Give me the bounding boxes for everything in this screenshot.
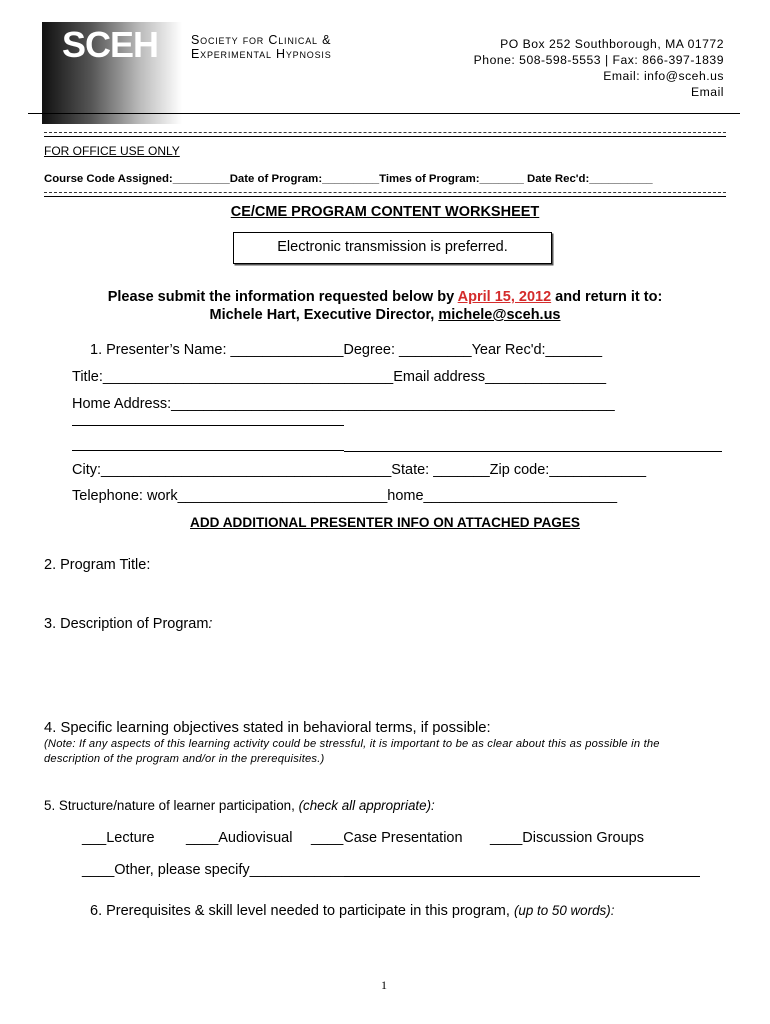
page-number: 1 [381, 978, 387, 992]
prerequisites-text: 6. Prerequisites & skill level needed to participate in this program, [90, 903, 514, 919]
program-title-label: 2. Program Title: [44, 557, 151, 573]
option-other[interactable]: ____Other, please specify_____________ [82, 862, 355, 878]
objectives-note-line1: (Note: If any aspects of this learning activity could be stressful, it is important to be as clear about this as possible in the [44, 738, 660, 750]
address: PO Box 252 Southborough, MA 01772 [500, 37, 724, 51]
home-address-row[interactable]: Home Address:_______________________________________________________ [72, 396, 615, 412]
description-text: 3. Description of Program [44, 616, 209, 632]
email-line: Email: info@sceh.us [603, 69, 724, 83]
logo-text: SCEH [62, 24, 159, 65]
address-line-2[interactable] [72, 425, 344, 426]
participation-hint: (check all appropriate): [298, 798, 435, 813]
option-case-presentation[interactable]: ____Case Presentation [311, 830, 463, 846]
objectives-note-line2: description of the program and/or in the prerequisites.) [44, 753, 325, 765]
prerequisites-label [90, 903, 614, 919]
add-presenter-note: ADD ADDITIONAL PRESENTER INFO ON ATTACHED PAGES [190, 515, 580, 530]
instructions-line2 [0, 307, 770, 323]
telephone-row[interactable]: Telephone: work__________________________home________________________ [72, 488, 618, 504]
description-label [44, 616, 212, 632]
other-specify-line[interactable] [344, 876, 700, 877]
email-label: Email [691, 85, 724, 99]
office-bottom-divider [44, 192, 726, 197]
notice-text: Electronic transmission is preferred. [277, 239, 508, 255]
contact-person: Michele Hart, Executive Director, [209, 307, 439, 323]
notice-box [233, 232, 552, 264]
org-name-line1: Society for Clinical & [191, 33, 332, 47]
presenter-name-row[interactable]: 1. Presenter’s Name: ______________Degree: _________Year Rec'd:_______ [90, 342, 603, 358]
city-state-zip-row[interactable]: City:____________________________________State: _______Zip code:____________ [72, 462, 647, 478]
instructions-line1 [0, 289, 770, 305]
office-top-divider [44, 132, 726, 137]
prerequisites-hint: (up to 50 words): [513, 903, 615, 918]
address-line-3a[interactable] [72, 450, 344, 451]
objectives-label: 4. Specific learning objectives stated in behavioral terms, if possible: [44, 720, 491, 736]
option-audiovisual[interactable]: ____Audiovisual [186, 830, 293, 846]
header-divider [28, 113, 740, 114]
organization-name [191, 33, 332, 61]
option-discussion-groups[interactable]: ____Discussion Groups [490, 830, 644, 846]
org-name-line2: Experimental Hypnosis [191, 47, 332, 61]
worksheet-title: CE/CME PROGRAM CONTENT WORKSHEET [230, 204, 540, 220]
instructions-text-2: and return it to: [551, 289, 663, 305]
deadline-date: April 15, 2012 [457, 289, 552, 305]
address-line-3b[interactable] [344, 451, 722, 452]
participation-text: 5. Structure/nature of learner participation, [44, 798, 299, 813]
option-lecture[interactable]: ___Lecture [82, 830, 155, 846]
contact-block [474, 36, 724, 100]
office-fields: Course Code Assigned:_________Date of Program:_________Times of Program:_______ Date Rec'd:__________ [44, 173, 653, 185]
presenter-title-row[interactable]: Title:____________________________________Email address_______________ [72, 369, 607, 385]
office-use-label: FOR OFFICE USE ONLY [44, 144, 180, 158]
contact-email-link[interactable]: michele@sceh.us [438, 307, 561, 323]
phone-fax: Phone: 508-598-5553 | Fax: 866-397-1839 [473, 53, 724, 67]
description-colon: : [208, 616, 213, 632]
participation-label [44, 798, 435, 813]
instructions-text: Please submit the information requested below by [107, 289, 458, 305]
